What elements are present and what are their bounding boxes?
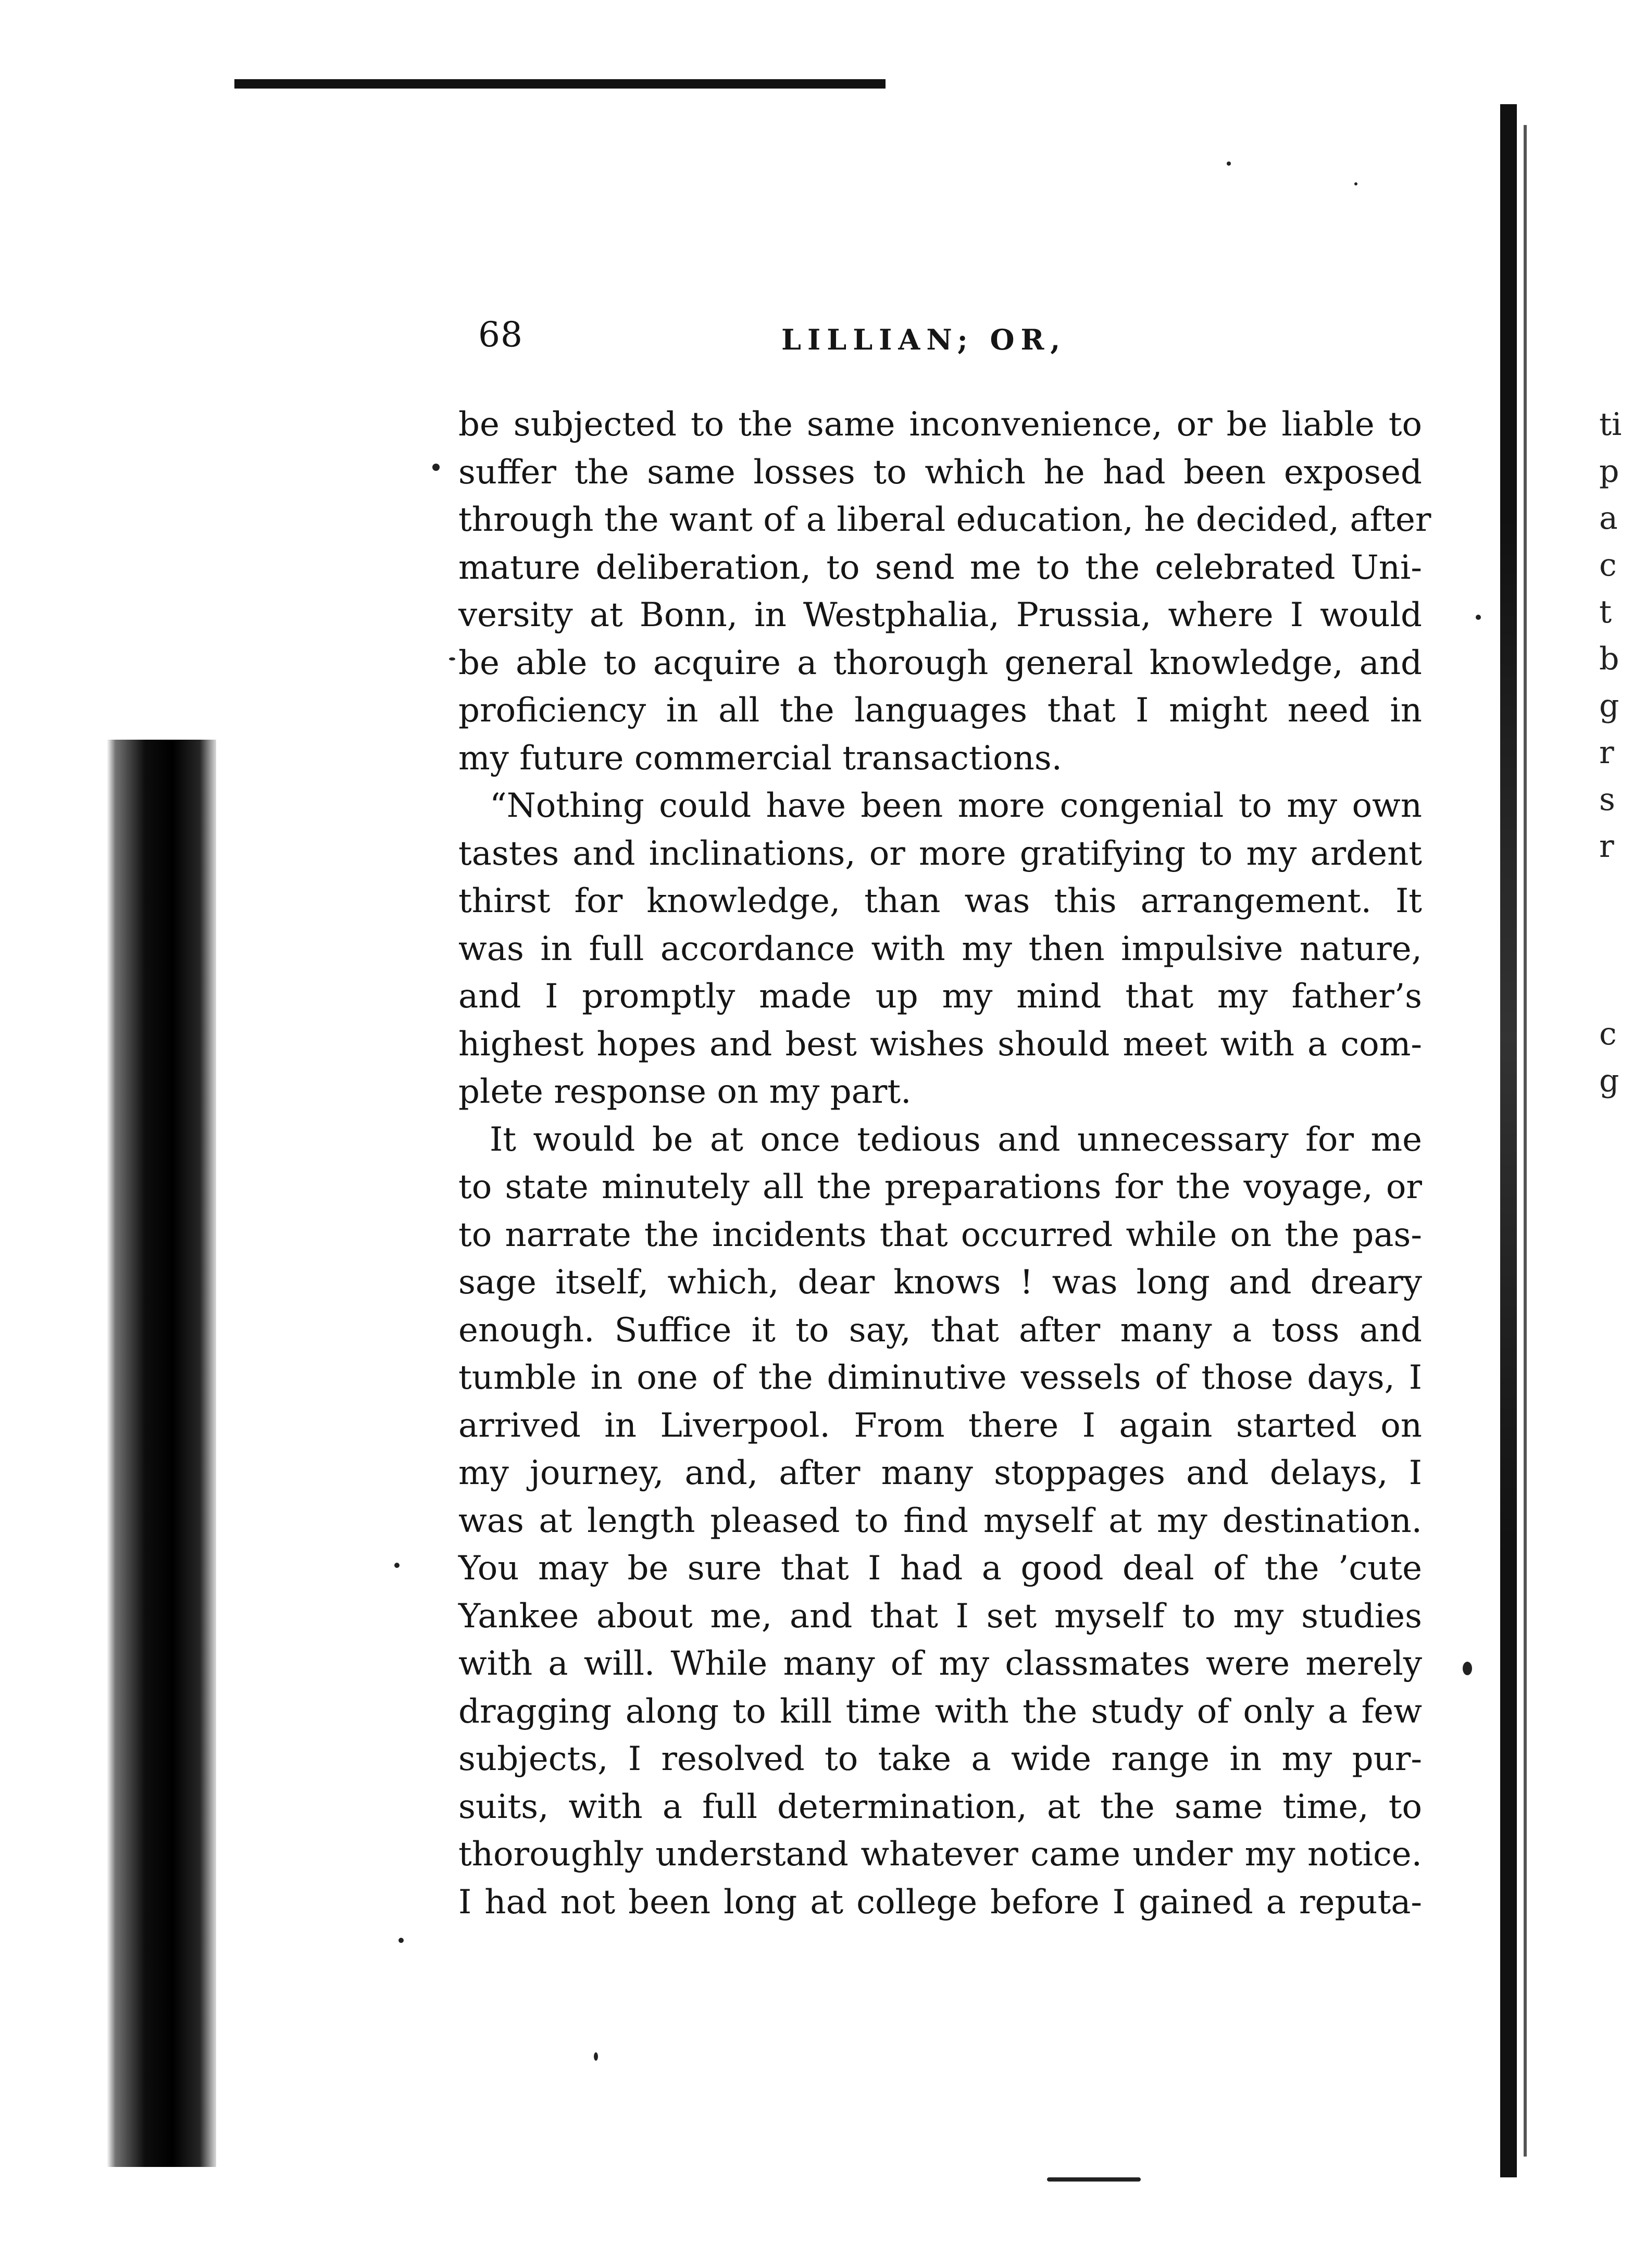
fragment: p <box>1599 453 1619 490</box>
fragment <box>1599 964 1633 1011</box>
text-line: arrived in Liverpool. From there I again started on <box>458 1406 1422 1445</box>
fragment: c <box>1599 1016 1617 1052</box>
text-line: was in full accordance with my then impulsive nature, <box>458 929 1422 968</box>
fragment: r <box>1599 734 1614 771</box>
ink-speck <box>594 2052 598 2061</box>
ink-speck <box>1476 615 1481 620</box>
text-line: dragging along to kill time with the study of only a few <box>458 1692 1422 1731</box>
fragment: b <box>1599 641 1619 677</box>
top-rule-dot <box>878 80 885 87</box>
text-line: mature deliberation, to send me to the celebrated Uni- <box>458 548 1422 587</box>
text-line: versity at Bonn, in Westphalia, Prussia, where I would <box>458 596 1422 634</box>
text-line: through the want of a liberal education, he decided, after <box>458 501 1431 539</box>
text-line: was at length pleased to find myself at my destination. <box>458 1501 1422 1540</box>
text-line: my journey, and, after many stoppages and delays, I <box>458 1454 1422 1492</box>
fragment <box>1599 917 1633 964</box>
text-line: subjects, I resolved to take a wide range in my pur- <box>458 1740 1422 1778</box>
text-line: be subjected to the same inconvenience, or be liable to <box>458 405 1422 444</box>
ink-speck <box>432 464 440 471</box>
fragment: g <box>1599 688 1619 724</box>
ink-speck <box>449 657 455 661</box>
text-line: Yankee about me, and that I set myself to my studies <box>458 1597 1422 1636</box>
text-line: tumble in one of the diminutive vessels of those days, I <box>458 1359 1422 1397</box>
fragment: a <box>1599 500 1618 537</box>
bottom-mark <box>1047 2177 1141 2182</box>
body-text <box>458 401 1431 1926</box>
running-title: LILLIAN; OR, <box>781 323 1067 356</box>
text-line: sage itself, which, dear knows ! was long and dreary <box>458 1263 1422 1302</box>
text-line: thoroughly understand whatever came under my notice. <box>458 1835 1422 1874</box>
top-rule <box>234 79 886 89</box>
binding-edge <box>1500 104 1517 2177</box>
fragment: g <box>1599 1063 1619 1099</box>
text-line: and I promptly made up my mind that my father’s <box>458 977 1422 1016</box>
text-line: It would be at once tedious and unnecessary for me <box>490 1120 1422 1159</box>
text-line: highest hopes and best wishes should meet with a com- <box>458 1025 1422 1064</box>
fragment: s <box>1599 781 1615 818</box>
text-line: to state minutely all the preparations for the voyage, or <box>458 1168 1422 1206</box>
text-line: I had not been long at college before I gained a reputa- <box>458 1883 1422 1922</box>
ink-speck <box>1463 1662 1472 1675</box>
ink-speck <box>398 1938 404 1943</box>
fragment <box>1599 870 1633 917</box>
text-line: thirst for knowledge, than was this arrangement. It <box>458 882 1422 920</box>
text-line: be able to acquire a thorough general knowledge, and <box>458 643 1422 682</box>
fragment: r <box>1599 828 1614 865</box>
text-line: enough. Suffice it to say, that after many a toss and <box>458 1311 1422 1350</box>
binding-edge-thin <box>1524 125 1527 2157</box>
fragment: t <box>1599 594 1612 630</box>
page-number: 68 <box>478 315 523 355</box>
ink-speck <box>1354 182 1357 185</box>
text-line: proficiency in all the languages that I might need in <box>458 691 1422 730</box>
facing-page-fragments <box>1599 401 1633 1104</box>
text-line: to narrate the incidents that occurred while on the pas- <box>458 1215 1422 1254</box>
text-line: with a will. While many of my classmates were merely <box>458 1644 1422 1683</box>
text-line: tastes and inclinations, or more gratifying to my ardent <box>458 834 1422 873</box>
ink-speck <box>1227 161 1231 166</box>
fragment: ti <box>1599 406 1622 443</box>
gutter-shadow <box>107 740 216 2167</box>
text-line: You may be sure that I had a good deal of the ’cute <box>458 1549 1422 1588</box>
text-line: suffer the same losses to which he had been exposed <box>458 453 1422 492</box>
text-line: my future commercial transactions. <box>458 739 1062 778</box>
ink-speck <box>394 1563 400 1568</box>
text-line: “Nothing could have been more congenial to my own <box>490 787 1422 825</box>
fragment: c <box>1599 547 1617 583</box>
text-line: plete response on my part. <box>458 1073 912 1111</box>
text-line: suits, with a full determination, at the same time, to <box>458 1787 1422 1826</box>
